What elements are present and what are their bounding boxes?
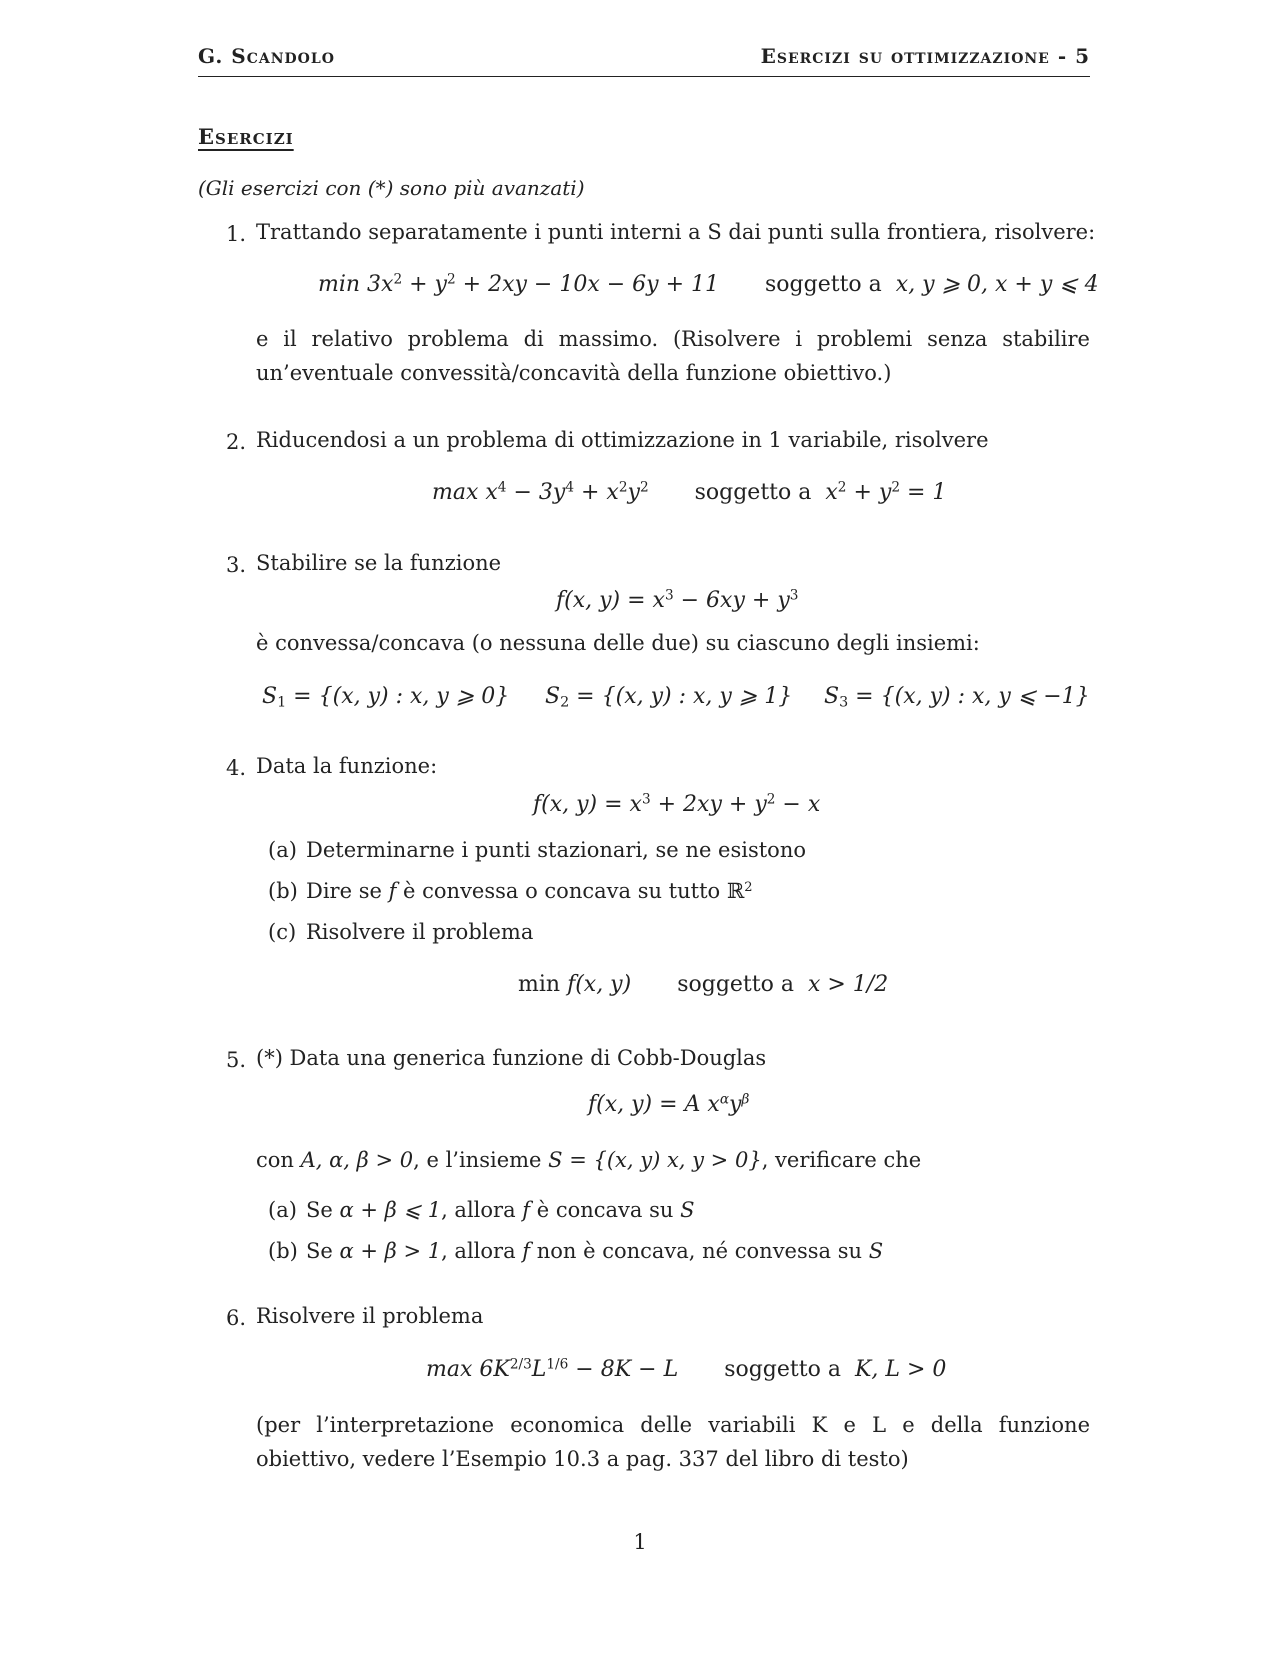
ex3-s2-sub: 2 [560, 694, 570, 711]
ex5-sup-beta: β [741, 1091, 750, 1108]
ex5-f-mid: y [729, 1092, 742, 1117]
ex3-s3-sub: 3 [839, 694, 849, 711]
exercise-3-set-3 [824, 684, 1090, 709]
ex2-c-pre: x [825, 480, 838, 505]
ex5-b-mid: , allora [441, 1239, 523, 1263]
exercise-1-intro: Trattando separatamente i punti interni a S dai punti sulla frontiera, risolvere: [256, 220, 1096, 244]
ex4-constraint: x > 1/2 [807, 972, 889, 997]
running-header [198, 44, 1090, 77]
exercise-4a-text: Determinarne i punti stazionari, se ne esistono [306, 838, 806, 862]
ex5-a-pre: Se [306, 1198, 340, 1222]
ex6-obj-post: − 8K − L [568, 1357, 679, 1382]
exercise-4-function [533, 792, 820, 817]
ex5-b-f: f [522, 1239, 531, 1263]
exercise-6-number: 6. [226, 1306, 247, 1330]
ex5-b-cond: α + β > 1 [339, 1239, 442, 1263]
exercise-2-formula [432, 480, 946, 505]
ex3-s1-def: = {(x, y) : x, y ⩾ 0} [286, 684, 510, 709]
ex3-s2-def: = {(x, y) : x, y ⩾ 1} [569, 684, 793, 709]
ex1-sup-b: 2 [447, 271, 456, 288]
ex5-b-pre: Se [306, 1239, 340, 1263]
exercise-4b-text [306, 875, 753, 908]
ex4-f-mid: + 2xy + y [650, 792, 767, 817]
ex1-plus-y: + y [402, 272, 447, 297]
ex1-sup-a: 2 [393, 271, 403, 288]
ex4-f-pre: f(x, y) = x [533, 792, 642, 817]
ex3-s3-name: S [824, 684, 840, 709]
ex5-cond-set: S = {(x, y) x, y > 0} [548, 1148, 762, 1172]
ex2-c-post: = 1 [900, 480, 947, 505]
ex6-obj-l: L [531, 1357, 547, 1382]
ex5-a-mid: , allora [441, 1198, 523, 1222]
ex4-b-pre: Dire se [306, 879, 389, 903]
exercise-5-condition [256, 1144, 921, 1177]
ex2-c-sup2: 2 [891, 479, 900, 496]
ex3-s3-def: = {(x, y) : x, y ⩽ −1} [848, 684, 1090, 709]
exercise-3-intro: Stabilire se la funzione [256, 551, 502, 575]
ex3-sup-b: 3 [789, 587, 799, 604]
ex5-a-cond: α + β ⩽ 1 [339, 1198, 442, 1222]
ex3-s1-sub: 1 [277, 694, 287, 711]
ex3-s2-name: S [545, 684, 561, 709]
ex5-cond-post: , verificare che [761, 1148, 922, 1172]
ex6-obj-pre: max 6K [426, 1357, 510, 1382]
ex6-constraint: K, L > 0 [854, 1357, 947, 1382]
ex5-a-s: S [680, 1198, 695, 1222]
exercise-5-number: 5. [226, 1048, 247, 1072]
page-number: 1 [633, 1530, 647, 1554]
exercise-6-followup: (per l’interpretazione economica delle variabili K e L e della funzione obiettivo, vedere l’Esempio 10.3 a pag. 337 del libro di testo) [256, 1413, 1090, 1471]
ex5-sup-alpha: α [719, 1091, 730, 1108]
exercise-6-formula [426, 1357, 946, 1382]
ex4-prob-f: f(x, y) [567, 972, 632, 997]
ex4-prob-min: min [518, 972, 568, 997]
ex2-obj-pre: max x [432, 480, 498, 505]
exercise-3-followup: è convessa/concava (o nessuna delle due) su ciascuno degli insiemi: [256, 631, 980, 655]
ex1-constraint-word: soggetto a [765, 272, 882, 297]
ex2-sup-c: 2 [618, 479, 628, 496]
ex4-sup-3: 3 [641, 791, 651, 808]
ex2-sup-a: 4 [497, 479, 507, 496]
section-title: Esercizi [198, 124, 294, 149]
exercise-2-number: 2. [226, 430, 247, 454]
ex3-s1-name: S [262, 684, 278, 709]
ex3-f-pre: f(x, y) = x [556, 588, 665, 613]
exercise-4c-text: Risolvere il problema [306, 920, 534, 944]
exercise-3-set-1 [262, 684, 509, 709]
exercise-5b-label: (b) [268, 1239, 298, 1263]
ex1-obj-pre: min 3x [318, 272, 394, 297]
exercise-3-set-2 [545, 684, 792, 709]
exercise-2-intro: Riducendosi a un problema di ottimizzazione in 1 variabile, risolvere [256, 428, 989, 452]
exercise-5b-text [306, 1235, 883, 1268]
exercise-4c-label: (c) [268, 920, 297, 944]
exercise-5a-text [306, 1194, 694, 1227]
exercise-4a-label: (a) [268, 838, 297, 862]
ex3-sup-a: 3 [664, 587, 674, 604]
ex5-cond-pre: con [256, 1148, 301, 1172]
advanced-note: (Gli esercizi con (*) sono più avanzati) [198, 176, 585, 200]
exercise-4b-label: (b) [268, 879, 298, 903]
ex5-cond-params: A, α, β > 0 [300, 1148, 414, 1172]
ex2-mid2: + x [574, 480, 619, 505]
ex5-f-pre: f(x, y) = A x [588, 1092, 720, 1117]
exercise-5-function [588, 1092, 749, 1117]
ex2-mid3: y [627, 480, 640, 505]
header-title: Esercizi su ottimizzazione - 5 [760, 44, 1090, 68]
ex5-a-f: f [522, 1198, 531, 1222]
ex4-sup-2: 2 [766, 791, 776, 808]
ex5-a-post: è concava su [530, 1198, 681, 1222]
ex5-b-s: S [868, 1239, 884, 1263]
ex1-constraint: x, y ⩾ 0, x + y ⩽ 4 [895, 272, 1099, 297]
exercise-3-function [556, 588, 798, 613]
ex2-sup-b: 4 [565, 479, 574, 496]
ex5-b-post: non è concava, né convessa su [530, 1239, 869, 1263]
ex2-c-sup1: 2 [837, 479, 847, 496]
exercise-4-number: 4. [226, 756, 247, 780]
ex6-sup-l: 1/6 [546, 1356, 569, 1373]
ex4-b-f: f [388, 879, 397, 903]
ex4-b-sup: 2 [744, 879, 753, 895]
ex6-constraint-word: soggetto a [724, 1357, 841, 1382]
header-author: G. Scandolo [198, 44, 335, 68]
exercise-3-number: 3. [226, 553, 247, 577]
ex2-c-mid: + y [846, 480, 892, 505]
exercise-5-intro: (*) Data una generica funzione di Cobb-Douglas [256, 1046, 767, 1070]
ex4-constraint-word: soggetto a [677, 972, 794, 997]
ex2-constraint-word: soggetto a [694, 480, 812, 505]
exercise-5a-label: (a) [268, 1198, 297, 1222]
ex1-obj-post: + 2xy − 10x − 6y + 11 [455, 272, 720, 297]
exercise-1-number: 1. [226, 222, 247, 246]
ex3-f-mid: − 6xy + y [673, 588, 790, 613]
ex2-sup-d: 2 [639, 479, 649, 496]
ex5-cond-mid: , e l’insieme [413, 1148, 549, 1172]
ex6-sup-k: 2/3 [509, 1356, 532, 1373]
ex2-mid1: − 3y [506, 480, 566, 505]
exercise-1-followup: e il relativo problema di massimo. (Risolvere i problemi senza stabilire un’eventuale convessità/concavità della funzione obiettivo.) [256, 327, 1090, 385]
ex4-f-post: − x [775, 792, 821, 817]
exercise-1-formula [318, 272, 1099, 297]
exercise-4-intro: Data la funzione: [256, 754, 438, 778]
exercise-4-problem [518, 972, 888, 997]
exercise-6-intro: Risolvere il problema [256, 1304, 484, 1328]
ex4-b-mid: è convessa o concava su tutto ℝ [396, 879, 745, 903]
